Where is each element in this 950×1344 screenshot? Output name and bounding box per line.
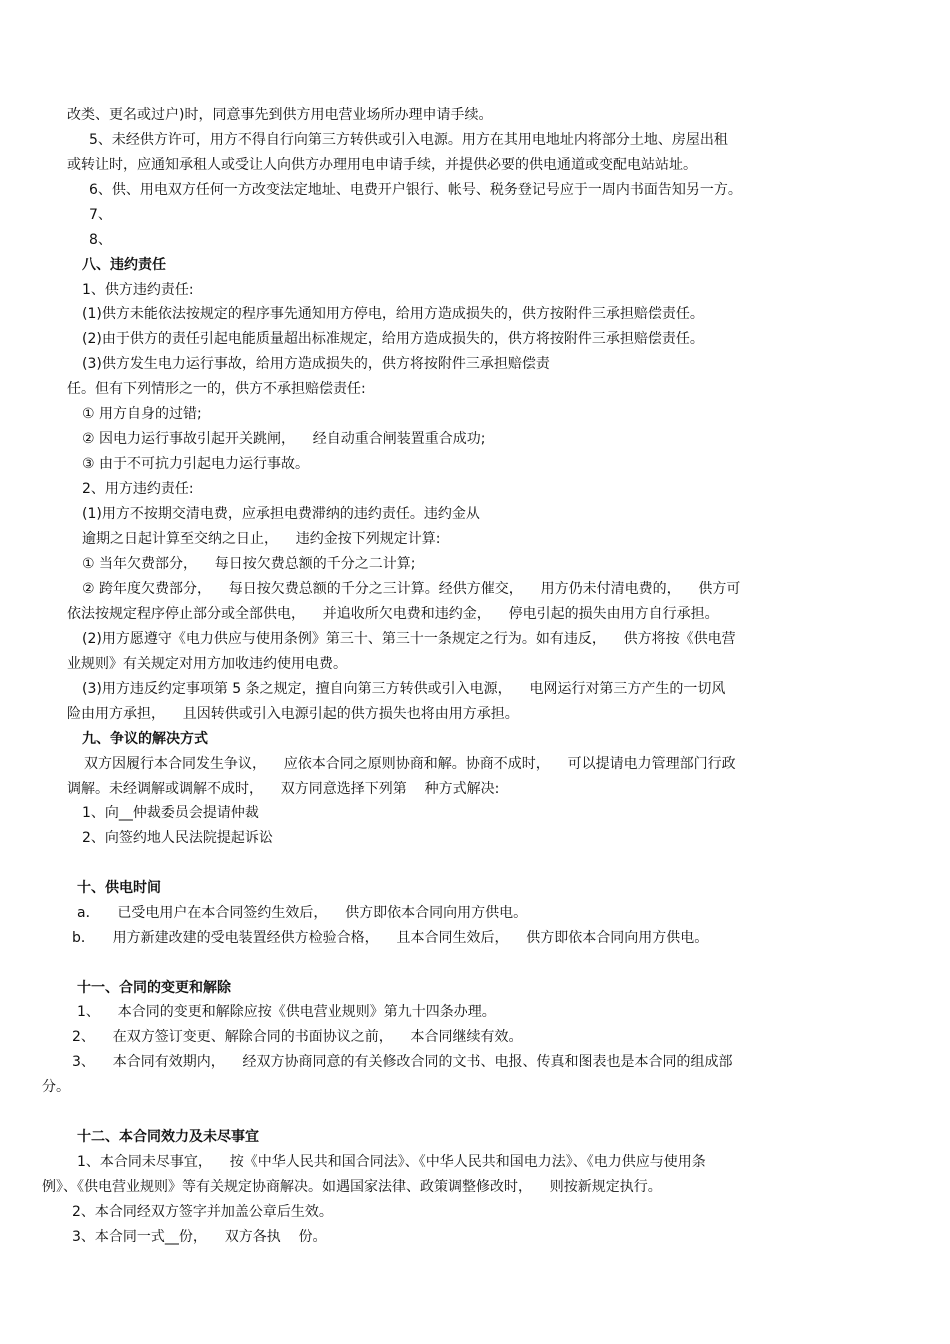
- text-line: (2)用方愿遵守《电力供应与使用条例》第三十、第三十一条规定之行为。如有违反， 供方将按《供电营: [82, 631, 736, 647]
- text-line: ① 当年欠费部分， 每日按欠费总额的千分之二计算;: [82, 556, 416, 572]
- text-line: b． 用方新建改建的受电装置经供方检验合格， 且本合同生效后， 供方即依本合同向用方供电。: [72, 930, 709, 946]
- section-heading: 八、违约责任: [82, 257, 166, 273]
- text-line: 6、供、用电双方任何一方改变法定地址、电费开户银行、帐号、税务登记号应于一周内书面告知另一方。: [89, 182, 742, 198]
- text-line: a． 已受电用户在本合同签约生效后， 供方即依本合同向用方供电。: [77, 905, 528, 921]
- text-line: 8、: [89, 232, 112, 248]
- text-line: 分。: [42, 1079, 70, 1095]
- text-line: 例》、《供电营业规则》等有关规定协商解决。如遇国家法律、政策调整修改时， 则按新规定执行。: [42, 1179, 662, 1195]
- text-line: 依法按规定程序停止部分或全部供电， 并追收所欠电费和违约金， 停电引起的损失由用方自行承担。: [67, 606, 719, 622]
- text-line: 调解。未经调解或调解不成时， 双方同意选择下列第 种方式解决:: [67, 781, 500, 797]
- section-heading: 十一、合同的变更和解除: [77, 980, 231, 996]
- text-line: 1、本合同未尽事宜， 按《中华人民共和国合同法》、《中华人民共和国电力法》、《电力供应与使用条: [77, 1154, 706, 1170]
- text-line: 1、 本合同的变更和解除应按《供电营业规则》第九十四条办理。: [77, 1004, 496, 1020]
- text-line: (1)用方不按期交清电费，应承担电费滞纳的违约责任。违约金从: [82, 506, 480, 522]
- text-line: ③ 由于不可抗力引起电力运行事故。: [82, 456, 310, 472]
- text-line: 业规则》有关规定对用方加收违约使用电费。: [67, 656, 347, 672]
- text-line: 1、供方违约责任:: [82, 282, 194, 298]
- text-line: 2、本合同经双方签字并加盖公章后生效。: [72, 1204, 333, 1220]
- text-line: ① 用方自身的过错;: [82, 406, 202, 422]
- text-line: 5、未经供方许可，用方不得自行向第三方转供或引入电源。用方在其用电地址内将部分土地、房屋出租: [89, 132, 728, 148]
- text-line: (1)供方未能依法按规定的程序事先通知用方停电，给用方造成损失的，供方按附件三承担赔偿责任。: [82, 306, 704, 322]
- text-line: (2)由于供方的责任引起电能质量超出标准规定，给用方造成损失的，供方将按附件三承担赔偿责任。: [82, 331, 704, 347]
- text-line: (3)用方违反约定事项第 5 条之规定，擅自向第三方转供或引入电源， 电网运行对第三方产生的一切风: [82, 681, 726, 697]
- text-line: 2、 在双方签订变更、解除合同的书面协议之前， 本合同继续有效。: [72, 1029, 523, 1045]
- text-line: 改类、更名或过户)时，同意事先到供方用电营业场所办理申请手续。: [67, 107, 493, 123]
- text-line: ② 跨年度欠费部分， 每日按欠费总额的千分之三计算。经供方催交， 用方仍未付清电费的， 供方可: [82, 581, 741, 597]
- text-line: ② 因电力运行事故引起开关跳闸， 经自动重合闸装置重合成功;: [82, 431, 486, 447]
- text-line: 任。但有下列情形之一的，供方不承担赔偿责任:: [67, 381, 366, 397]
- text-line: 双方因履行本合同发生争议， 应依本合同之原则协商和解。协商不成时， 可以提请电力管理部门行政: [84, 756, 736, 772]
- section-heading: 九、争议的解决方式: [82, 731, 208, 747]
- section-heading: 十二、本合同效力及未尽事宜: [77, 1129, 259, 1145]
- text-line: 逾期之日起计算至交纳之日止， 违约金按下列规定计算:: [82, 531, 441, 547]
- text-line: 或转让时，应通知承租人或受让人向供方办理用电申请手续，并提供必要的供电通道或变配电站站址。: [67, 157, 697, 173]
- section-heading: 十、供电时间: [77, 880, 161, 896]
- text-line: (3)供方发生电力运行事故，给用方造成损失的，供方将按附件三承担赔偿责: [82, 356, 550, 372]
- text-line: 2、用方违约责任:: [82, 481, 194, 497]
- text-line: 3、本合同一式__份， 双方各执 份。: [72, 1229, 327, 1245]
- text-line: 1、向__仲裁委员会提请仲裁: [82, 805, 259, 821]
- text-line: 2、向签约地人民法院提起诉讼: [82, 830, 273, 846]
- text-line: 3、 本合同有效期内， 经双方协商同意的有关修改合同的文书、电报、传真和图表也是本合同的组成部: [72, 1054, 733, 1070]
- text-line: 7、: [89, 207, 112, 223]
- text-line: 险由用方承担， 且因转供或引入电源引起的供方损失也将由用方承担。: [67, 706, 519, 722]
